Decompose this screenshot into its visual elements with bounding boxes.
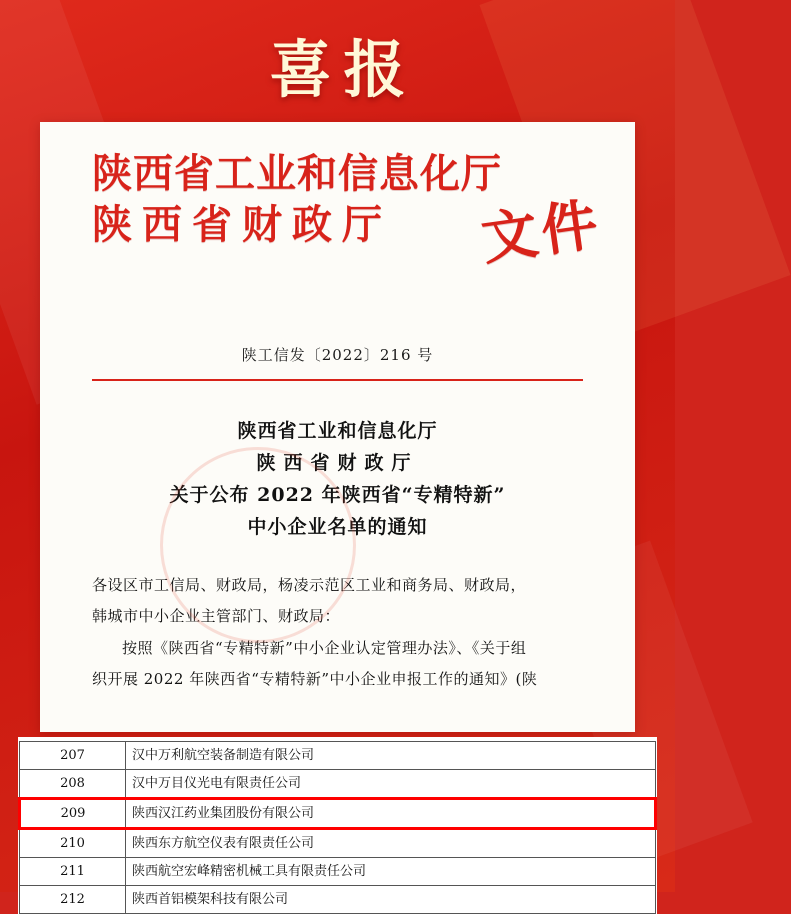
company-list-body — [20, 742, 656, 914]
banner-title: 喜报 — [269, 32, 418, 106]
document-divider — [92, 379, 583, 381]
document-title-line-1: 陕西省工业和信息化厅 — [237, 419, 438, 442]
row-number: 208 — [20, 770, 126, 799]
table-row — [20, 829, 656, 858]
row-number: 209 — [20, 799, 126, 829]
row-number: 212 — [20, 886, 126, 914]
banner — [0, 0, 675, 128]
document-title-line-4: 中小企业名单的通知 — [247, 516, 428, 539]
table-row-highlighted — [20, 799, 656, 829]
table-row — [20, 742, 656, 770]
document-title-line-3: 关于公布 2022 年陕西省“专精特新” — [169, 484, 506, 507]
document-title — [92, 415, 583, 544]
row-company-name: 陕西汉江药业集团股份有限公司 — [126, 799, 656, 829]
issuer-line-1: 陕西省工业和信息化厅 — [92, 150, 502, 197]
document-title-line-2: 陕西省财政厅 — [256, 451, 419, 474]
document-body — [92, 570, 583, 696]
table-row — [20, 886, 656, 914]
table-row — [20, 770, 656, 799]
document-inner — [40, 122, 635, 732]
issuer-line-2: 陕西省财政厅 — [92, 200, 392, 248]
row-number: 211 — [20, 858, 126, 886]
row-company-name: 汉中万目仪光电有限责任公司 — [126, 770, 656, 799]
document-body-line: 按照《陕西省“专精特新”中小企业认定管理办法》、《关于组 — [122, 638, 527, 657]
row-company-name: 陕西首铝模架科技有限公司 — [126, 886, 656, 914]
document-body-line: 织开展 2022 年陕西省“专精特新”中小企业申报工作的通知》(陕 — [92, 670, 538, 689]
company-list-table-area — [18, 737, 657, 914]
document-body-line: 韩城市中小企业主管部门、财政局： — [92, 607, 341, 626]
row-company-name: 陕西东方航空仪表有限责任公司 — [126, 829, 656, 858]
company-list-table — [18, 741, 657, 914]
document-word: 文件 — [477, 190, 606, 273]
document-body-line: 各设区市工信局、财政局，杨凌示范区工业和商务局、财政局， — [92, 575, 527, 594]
row-company-name: 陕西航空宏峰精密机械工具有限责任公司 — [126, 858, 656, 886]
document-number: 陕工信发〔2022〕216 号 — [241, 345, 434, 364]
row-number: 210 — [20, 829, 126, 858]
document-sheet — [40, 122, 635, 732]
row-number: 207 — [20, 742, 126, 770]
row-company-name: 汉中万利航空装备制造有限公司 — [126, 742, 656, 770]
table-row — [20, 858, 656, 886]
